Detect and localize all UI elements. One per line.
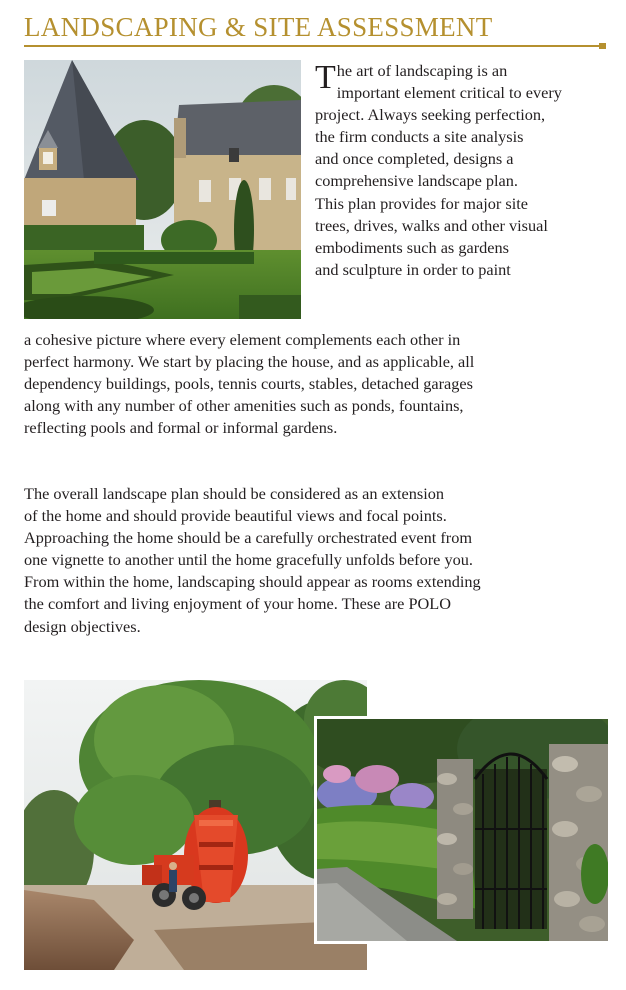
page-title: LANDSCAPING & SITE ASSESSMENT [24,12,493,42]
text-line: a cohesive picture where every element complements each other in [24,330,461,349]
text-line: embodiments such as gardens [315,237,509,257]
intro-paragraph-continued [24,329,607,439]
text-line: The overall landscape plan should be considered as an extension [24,484,445,503]
text-line: project. Always seeking perfection, [315,105,546,125]
text-line: trees, drives, walks and other visual [315,215,548,235]
text-line: perfect harmony. We start by placing the house, and as applicable, all [24,352,475,372]
text-line: one vignette to another until the home gracefully unfolds before you. [24,550,473,570]
text-line: design objectives. [24,616,141,636]
text-line: This plan provides for major site [315,193,528,213]
text-line: dependency buildings, pools, tennis courts, stables, detached garages [24,374,473,394]
title-underline [24,45,601,47]
text-line: Approaching the home should be a carefully orchestrated event from [24,528,473,548]
drop-cap: T [315,59,336,96]
chateau-garden-photo [24,60,301,319]
text-line: of the home and should provide beautiful views and focal points. [24,506,447,526]
text-line: and sculpture in order to paint [315,259,511,279]
text-line: along with any number of other amenities such as ponds, fountains, [24,396,464,416]
text-line: he art of landscaping is an [336,61,508,80]
text-line: the firm conducts a site analysis [315,127,524,147]
text-line: comprehensive landscape plan. [315,171,518,191]
title-underline-end-cap [599,43,606,49]
landscape-plan-paragraph [24,483,607,638]
text-line: reflecting pools and formal or informal gardens. [24,418,338,438]
text-line: From within the home, landscaping should appear as rooms extending [24,572,481,592]
text-line: the comfort and living enjoyment of your home. These are POLO [24,594,451,614]
text-line: important element critical to every [336,83,562,103]
stone-gate-garden-photo [314,716,611,944]
intro-paragraph-wrapped [315,60,607,281]
text-line: and once completed, designs a [315,149,514,169]
